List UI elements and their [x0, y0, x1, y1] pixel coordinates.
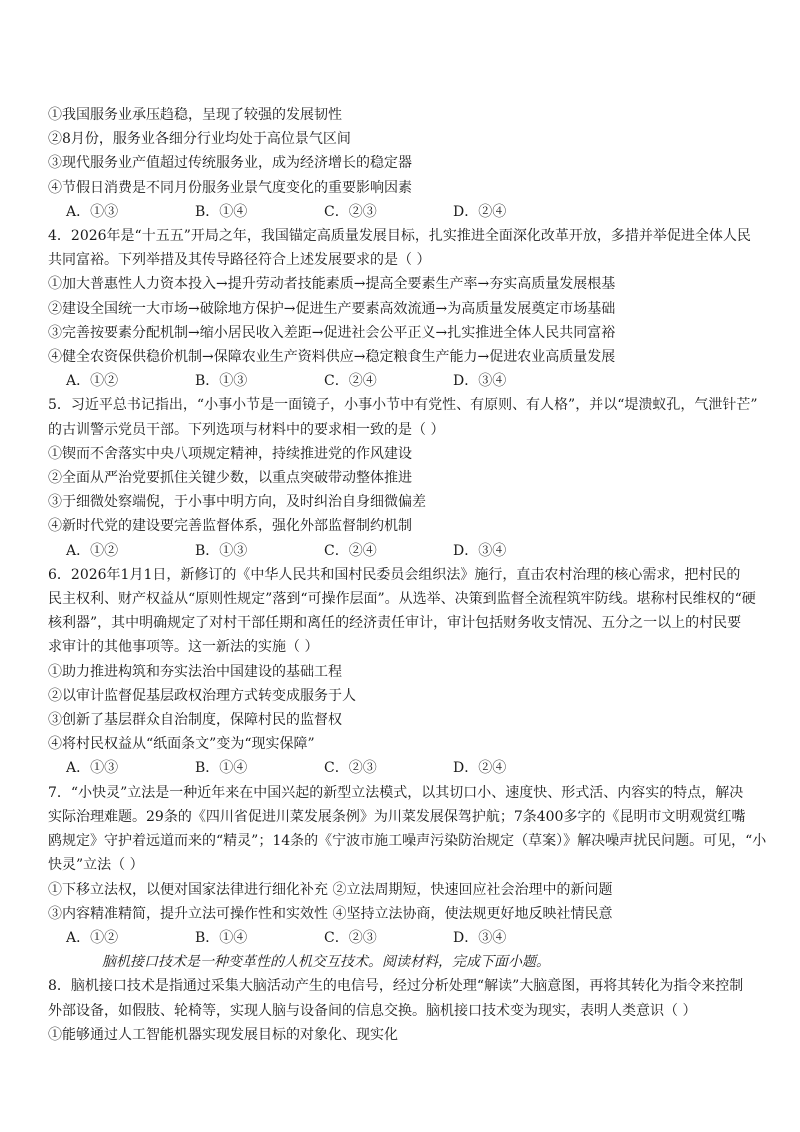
q4-option-d: D．③④	[453, 373, 507, 390]
q6-stem-1: 6．2026年1月1日，新修订的《中华人民共和国村民委员会组织法》施行，直击农村治理的核心需求，把村民的	[48, 566, 741, 583]
q5-stem-2: 的古训警示党员干部。下列选项与材料中的要求相一致的是（ ）	[48, 421, 445, 438]
q4-stem-1: 4．2026年是“十五五”开局之年，我国锚定高质量发展目标，扎实推进全面深化改革开放，多措并举促进全体人民	[48, 228, 751, 245]
q6-option-b: B．①④	[195, 760, 248, 777]
q5-stem-1: 5．习近平总书记指出，“小事小节是一面镜子，小事小节中有党性、有原则、有人格”，并以“堤溃蚁孔，气泄针芒”	[48, 397, 758, 414]
q5-options	[48, 539, 768, 563]
q5-item-1: ①锲而不舍落实中央八项规定精神，持续推进党的作风建设	[48, 445, 412, 462]
q5-item-2: ②全面从严治党要抓住关键少数，以重点突破带动整体推进	[48, 470, 412, 487]
q5-option-c: C．②④	[324, 542, 377, 559]
q4-item-3: ③完善按要素分配机制→缩小居民收入差距→促进社会公平正义→扎实推进全体人民共同富裕	[48, 324, 616, 341]
q4-item-2: ②建设全国统一大市场→破除地方保护→促进生产要素高效流通→为高质量发展奠定市场基础	[48, 300, 616, 317]
q3-option-a: A．①③	[66, 203, 119, 220]
q6-item-1: ①助力推进构筑和夯实法治中国建设的基础工程	[48, 663, 342, 680]
q3-item-3: ③现代服务业产值超过传统服务业，成为经济增长的稳定器	[48, 155, 412, 172]
q4-item-1: ①加大普惠性人力资本投入→提升劳动者技能素质→提高全要素生产率→夯实高质量发展根基	[48, 276, 616, 293]
q6-option-c: C．②③	[324, 760, 377, 777]
material-intro: 脑机接口技术是一种变革性的人机交互技术。阅读材料，完成下面小题。	[102, 954, 550, 971]
question-7	[48, 781, 768, 950]
question-3-items	[48, 103, 768, 224]
q6-option-a: A．①③	[66, 760, 119, 777]
q7-stem-3: 鸥规定》守护着远道而来的“精灵”；14条的《宁波市施工噪声污染防治规定（草案）》解决噪声扰民问题。可见，“小	[48, 833, 767, 850]
q3-options	[48, 200, 768, 224]
q7-option-a: A．①②	[66, 929, 119, 946]
q7-options	[48, 926, 768, 950]
q7-item-3-4: ③内容精准精简，提升立法可操作性和实效性 ④坚持立法协商，使法规更好地反映社情民意	[48, 905, 613, 922]
q4-options	[48, 369, 768, 393]
q3-item-2: ②8月份，服务业各细分行业均处于高位景气区间	[48, 131, 351, 148]
q4-option-b: B．①③	[195, 373, 248, 390]
q5-option-d: D．③④	[453, 542, 507, 559]
q7-option-c: C．②③	[324, 929, 377, 946]
q6-option-d: D．②④	[453, 760, 507, 777]
question-4	[48, 224, 768, 393]
q7-option-d: D．③④	[453, 929, 507, 946]
q3-item-1: ①我国服务业承压趋稳，呈现了较强的发展韧性	[48, 107, 342, 123]
q5-option-a: A．①②	[66, 542, 119, 559]
q3-option-c: C．②③	[324, 203, 377, 220]
q6-item-4: ④将村民权益从“纸面条文”变为“现实保障”	[48, 736, 315, 753]
q7-stem-1: 7．“小快灵”立法是一种近年来在中国兴起的新型立法模式，以其切口小、速度快、形式活、内容实的特点，解决	[48, 784, 744, 801]
question-5	[48, 393, 768, 562]
q6-item-2: ②以审计监督促基层政权治理方式转变成服务于人	[48, 687, 356, 704]
q4-item-4: ④健全农资保供稳价机制→保障农业生产资料供应→稳定粮食生产能力→促进农业高质量发展	[48, 349, 616, 366]
q5-item-4: ④新时代党的建设要完善监督体系，强化外部监督制约机制	[48, 518, 412, 535]
q7-stem-2: 实际治理难题。29条的《四川省促进川菜发展条例》为川菜发展保驾护航；7条400多字的《昆明市文明观赏红嘴	[48, 808, 746, 825]
q7-option-b: B．①④	[195, 929, 248, 946]
q4-option-c: C．②④	[324, 373, 377, 390]
q8-stem-1: 8．脑机接口技术是指通过采集大脑活动产生的电信号，经过分析处理“解读”大脑意图，再将其转化为指令来控制	[48, 978, 744, 995]
q8-stem-2: 外部设备，如假肢、轮椅等，实现人脑与设备间的信息交换。脑机接口技术变为现实，表明人类意识（ ）	[48, 1002, 697, 1019]
q6-stem-4: 求审计的其他事项等。这一新法的实施（ ）	[48, 639, 319, 656]
q4-option-a: A．①②	[66, 373, 119, 390]
q3-option-b: B．①④	[195, 203, 248, 220]
q7-item-1-2: ①下移立法权，以便对国家法律进行细化补充 ②立法周期短，快速回应社会治理中的新问题	[48, 881, 613, 898]
question-6	[48, 563, 768, 781]
q5-option-b: B．①③	[195, 542, 248, 559]
q6-stem-2: 民主权利、财产权益从“原则性规定”落到“可操作层面”。从选举、决策到监督全流程筑牢防线。堪称村民维权的“硬	[48, 591, 756, 608]
q8-item-1: ①能够通过人工智能机器实现发展目标的对象化、现实化	[48, 1026, 398, 1043]
q3-option-d: D．②④	[453, 203, 507, 220]
question-8	[48, 974, 768, 1047]
q3-item-4: ④节假日消费是不同月份服务业景气度变化的重要影响因素	[48, 179, 412, 196]
q6-item-3: ③创新了基层群众自治制度，保障村民的监督权	[48, 712, 342, 729]
q4-stem-2: 共同富裕。下列举措及其传导路径符合上述发展要求的是（ ）	[48, 252, 431, 269]
q7-stem-4: 快灵”立法（ ）	[48, 857, 144, 874]
q6-stem-3: 核利器”，其中明确规定了对村干部任期和离任的经济责任审计，审计包括财务收支情况、五分之一以上的村民要	[48, 615, 742, 632]
q5-item-3: ③于细微处察端倪，于小事中明方向，及时纠治自身细微偏差	[48, 494, 426, 511]
q6-options	[48, 756, 768, 780]
